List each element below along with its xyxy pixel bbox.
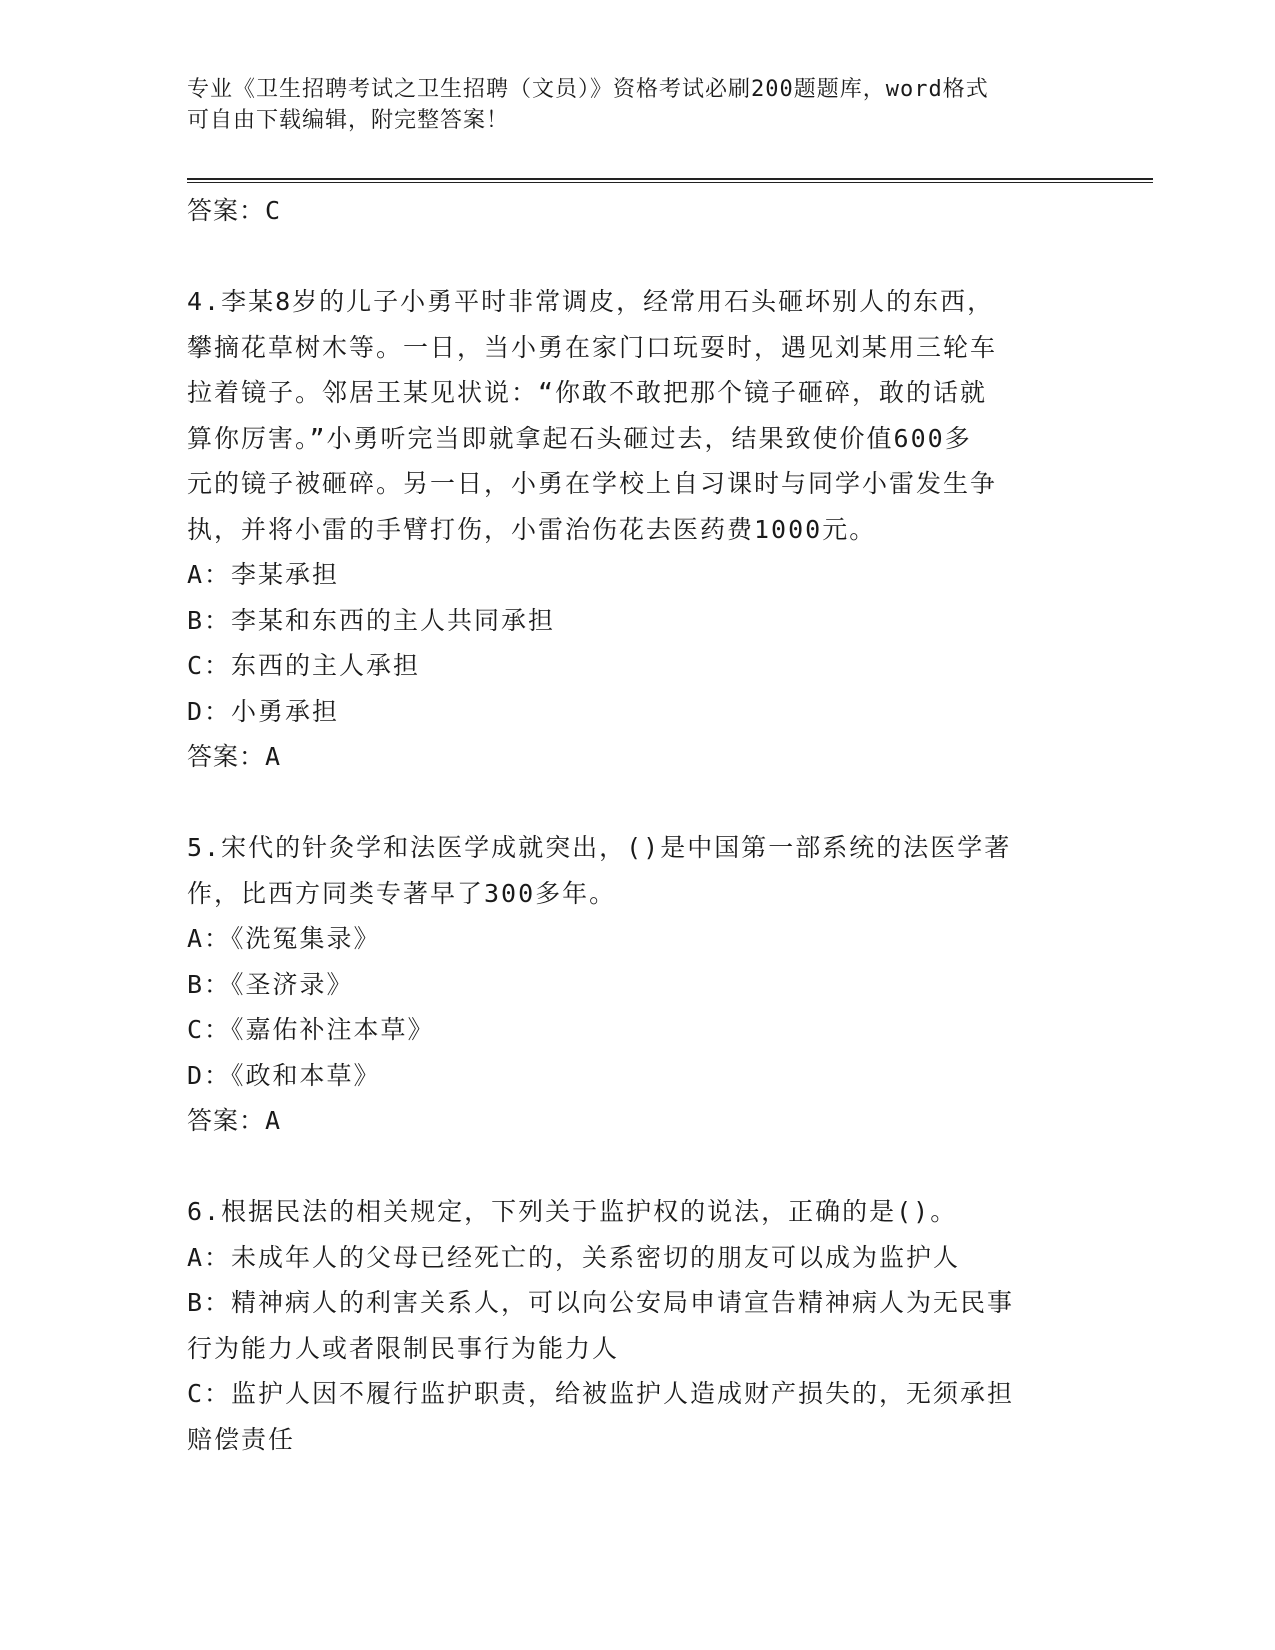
question-5-text-line: 5.宋代的针灸学和法医学成就突出，()是中国第一部系统的法医学著 xyxy=(187,833,1012,862)
question-4-answer: 答案：A xyxy=(187,742,282,771)
header-line-1: 专业《卫生招聘考试之卫生招聘（文员）》资格考试必刷200题题库，word格式 xyxy=(187,77,989,102)
spacer xyxy=(187,780,1087,826)
document-header xyxy=(187,74,1067,136)
question-6-option-a: A：未成年人的父母已经死亡的，关系密切的朋友可以成为监护人 xyxy=(187,1242,961,1272)
answer-previous: 答案：C xyxy=(187,196,282,225)
question-4-text-line: 元的镜子被砸碎。另一日，小勇在学校上自习课时与同学小雷发生争 xyxy=(187,469,998,498)
question-5-option-d: D：《政和本草》 xyxy=(187,1060,381,1090)
question-4-text-line: 攀摘花草树木等。一日，当小勇在家门口玩耍时，遇见刘某用三轮车 xyxy=(187,332,998,362)
question-6-option-c: C：监护人因不履行监护职责，给被监护人造成财产损失的，无须承担 xyxy=(187,1379,1015,1408)
question-4-text-line: 执，并将小雷的手臂打伤，小雷治伤花去医药费1000元。 xyxy=(187,514,877,544)
question-5-option-c: C：《嘉佑补注本草》 xyxy=(187,1015,435,1044)
question-content xyxy=(187,188,1087,1462)
question-4-text-line: 4.李某8岁的儿子小勇平时非常调皮，经常用石头砸坏别人的东西， xyxy=(187,287,995,316)
question-5-option-a: A：《洗冤集录》 xyxy=(187,924,381,953)
question-4-option-b: B：李某和东西的主人共同承担 xyxy=(187,605,556,635)
question-6-text-line: 6.根据民法的相关规定，下列关于监护权的说法，正确的是()。 xyxy=(187,1197,958,1226)
question-4 xyxy=(187,279,1087,780)
question-5-answer: 答案：A xyxy=(187,1106,282,1135)
spacer xyxy=(187,1144,1087,1190)
question-6-option-b: B：精神病人的利害关系人，可以向公安局申请宣告精神病人为无民事 xyxy=(187,1288,1015,1317)
question-6-option-c-continued: 赔偿责任 xyxy=(187,1424,296,1454)
header-divider xyxy=(187,178,1153,183)
question-4-option-a: A：李某承担 xyxy=(187,560,340,589)
question-6-option-b-continued: 行为能力人或者限制民事行为能力人 xyxy=(187,1333,620,1363)
question-4-option-c: C：东西的主人承担 xyxy=(187,651,421,680)
header-line-2: 可自由下载编辑，附完整答案！ xyxy=(187,108,510,133)
question-4-text-line: 算你厉害。”小勇听完当即就拿起石头砸过去，结果致使价值600多 xyxy=(187,423,972,453)
spacer xyxy=(187,234,1087,280)
question-5-option-b: B：《圣济录》 xyxy=(187,969,354,999)
question-4-text-line: 拉着镜子。邻居王某见状说：“你敢不敢把那个镜子砸碎，敢的话就 xyxy=(187,378,988,407)
question-5 xyxy=(187,825,1087,1144)
question-4-option-d: D：小勇承担 xyxy=(187,696,340,726)
question-6 xyxy=(187,1189,1087,1462)
question-5-text-line: 作，比西方同类专著早了300多年。 xyxy=(187,878,617,908)
